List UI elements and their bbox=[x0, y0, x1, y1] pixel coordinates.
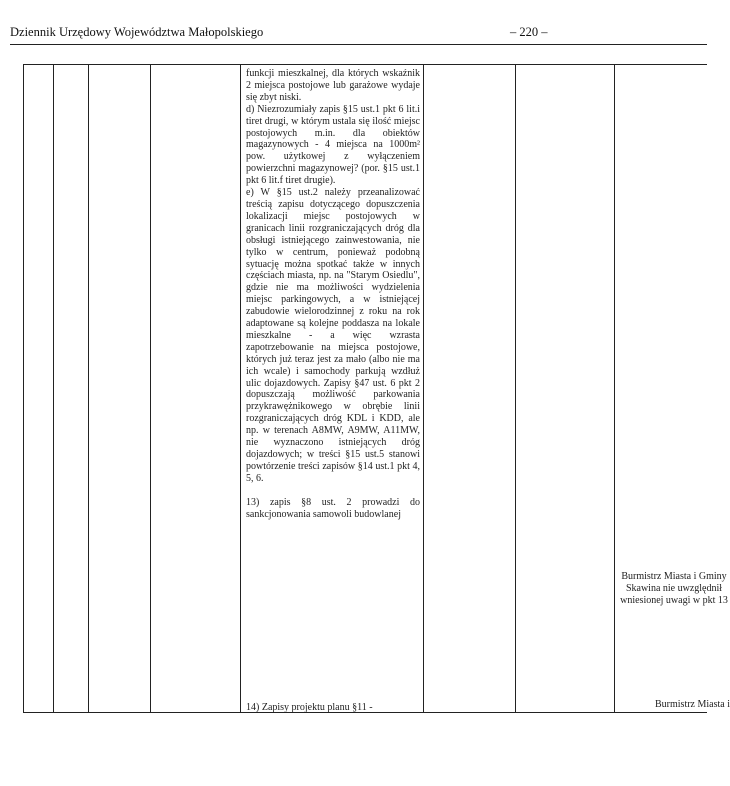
column-divider bbox=[240, 65, 241, 712]
remarks-table bbox=[23, 64, 730, 713]
page-header bbox=[10, 25, 707, 45]
column-divider bbox=[515, 65, 516, 712]
paragraph-gap bbox=[246, 485, 420, 497]
remark-paragraph: funkcji mieszkalnej, dla których wskaźnik 2 miejsca postojowe lub garażowe wydaje się zbyt niski. bbox=[246, 68, 420, 103]
paragraph-gap bbox=[246, 520, 420, 532]
column-divider bbox=[88, 65, 89, 712]
paragraph-gap bbox=[246, 580, 420, 592]
resolution-14: Burmistrz Miasta i bbox=[655, 699, 730, 710]
column-divider bbox=[23, 65, 24, 712]
paragraph-gap bbox=[246, 568, 420, 580]
remark-content-cell bbox=[246, 68, 420, 713]
page-number: – 220 – bbox=[510, 25, 548, 39]
remark-paragraph: e) W §15 ust.2 należy przeanalizować treścią zapisu dotyczącego dopuszczenia lokalizacji miejsc postojowych w granicach linii rozgraniczających dróg dla obsługi istniejącego zainwestowania, nie tylko w centrum, ponieważ podobną sytuację można spotkać także w innych częściach miasta, np. na "Starym Osiedlu", gdzie nie ma możliwości wydzielenia miejsc parkingowych, a w istniejącej zabudowie wielorodzinnej z roku na rok adaptowane są kolejne poddasza na lokale mieszkalne - a więc wzrasta zapotrzebowanie na miejsca postojowe, których już teraz jest za mało (albo nie ma ich wcale) i samochody parkują wzdłuż ulic dojazdowych. Zapisy §47 ust. 6 pkt 2 dopuszczają możliwość parkowania przykrawężnikowego w obrębie linii rozgraniczających dróg KDL i KDD, ale np. w terenach A8MW, A9MW, A11MW, nie wyznaczono istniejących dróg dojazdowych; w treści §15 ust.5 stanowi powtórzenie treści zapisów §14 ust.1 pkt 4, 5, 6. bbox=[246, 187, 420, 484]
remark-item-13: 13) zapis §8 ust. 2 prowadzi do sankcjonowania samowoli budowlanej bbox=[246, 496, 420, 520]
remark-item-14: 14) Zapisy projektu planu §11 - bbox=[246, 702, 373, 713]
remark-paragraph: d) Niezrozumiały zapis §15 ust.1 pkt 6 lit.i tiret drugi, w którym ustala się ilość miejsc postojowych m.in. dla obiektów magazynowych - 4 miejsca na 1000m² pow. użytkowej z wyłączeniem powierzchni magazynowej? (por. §15 ust.1 pkt 6 lit.f tiret drugie). bbox=[246, 103, 420, 187]
journal-title: Dziennik Urzędowy Województwa Małopolskiego bbox=[10, 25, 264, 39]
column-divider bbox=[150, 65, 151, 712]
resolution-13: Burmistrz Miasta i Gminy Skawina nie uwzględnił wniesionej uwagi w pkt 13 bbox=[620, 571, 728, 606]
paragraph-gap bbox=[246, 532, 420, 544]
column-divider bbox=[423, 65, 424, 712]
paragraph-gap bbox=[246, 556, 420, 568]
paragraph-gap bbox=[246, 544, 420, 556]
column-divider bbox=[614, 65, 615, 712]
header-rule bbox=[10, 44, 707, 45]
column-divider bbox=[53, 65, 54, 712]
